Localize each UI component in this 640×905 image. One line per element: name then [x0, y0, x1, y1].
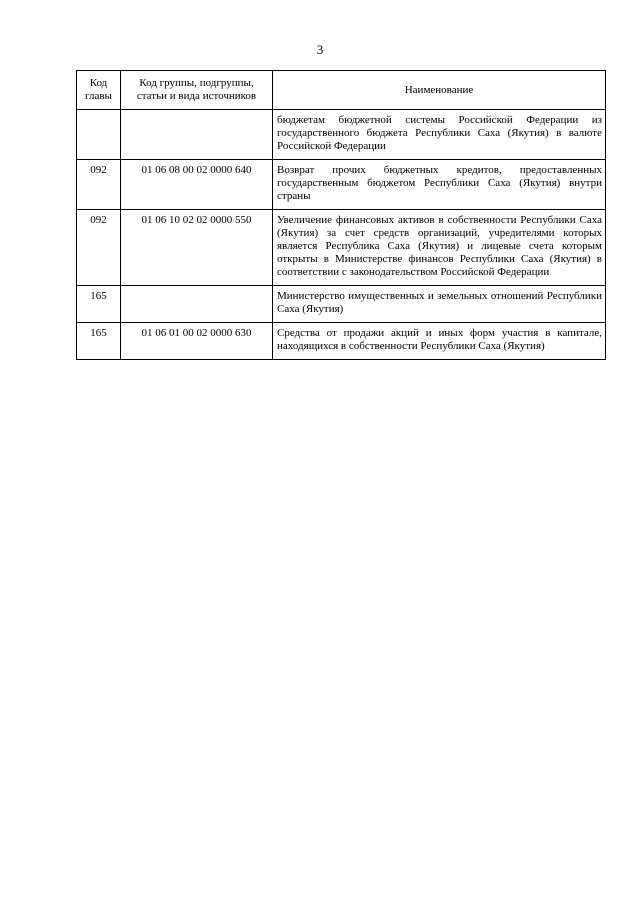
cell-chapter-code: 092: [77, 160, 121, 210]
table-row: [77, 110, 606, 160]
cell-name: Средства от продажи акций и иных форм участия в капитале, находящихся в собственности Республики Саха (Якутия): [273, 323, 606, 360]
table-row: [77, 210, 606, 286]
header-name: Наименование: [273, 71, 606, 110]
cell-chapter-code: [77, 110, 121, 160]
cell-group-code: 01 06 10 02 02 0000 550: [121, 210, 273, 286]
cell-name: Возврат прочих бюджетных кредитов, предоставленных государственным бюджетом Республики Саха (Якутия) внутри страны: [273, 160, 606, 210]
cell-chapter-code: 165: [77, 323, 121, 360]
cell-chapter-code: 092: [77, 210, 121, 286]
cell-name: бюджетам бюджетной системы Российской Федерации из государственного бюджета Республики Саха (Якутия) в валюте Российской Федерации: [273, 110, 606, 160]
budget-sources-table: [76, 70, 606, 360]
cell-group-code: 01 06 01 00 02 0000 630: [121, 323, 273, 360]
cell-name: Министерство имущественных и земельных отношений Республики Саха (Якутия): [273, 286, 606, 323]
page-number: 3: [316, 42, 324, 57]
header-chapter-code: Код главы: [77, 71, 121, 110]
cell-group-code: [121, 286, 273, 323]
table-row: [77, 323, 606, 360]
header-group-code: Код группы, подгруппы, статьи и вида источников: [121, 71, 273, 110]
table-row: [77, 160, 606, 210]
table-row: [77, 286, 606, 323]
cell-group-code: 01 06 08 00 02 0000 640: [121, 160, 273, 210]
cell-name: Увеличение финансовых активов в собственности Республики Саха (Якутия) за счет средств организаций, учредителями которых является Республика Саха (Якутия) и лицевые счета которым открыты в Министерстве финансов Республики Саха (Якутия) в соответствии с законодательством Российской Федерации: [273, 210, 606, 286]
table-header-row: [77, 71, 606, 110]
cell-chapter-code: 165: [77, 286, 121, 323]
cell-group-code: [121, 110, 273, 160]
